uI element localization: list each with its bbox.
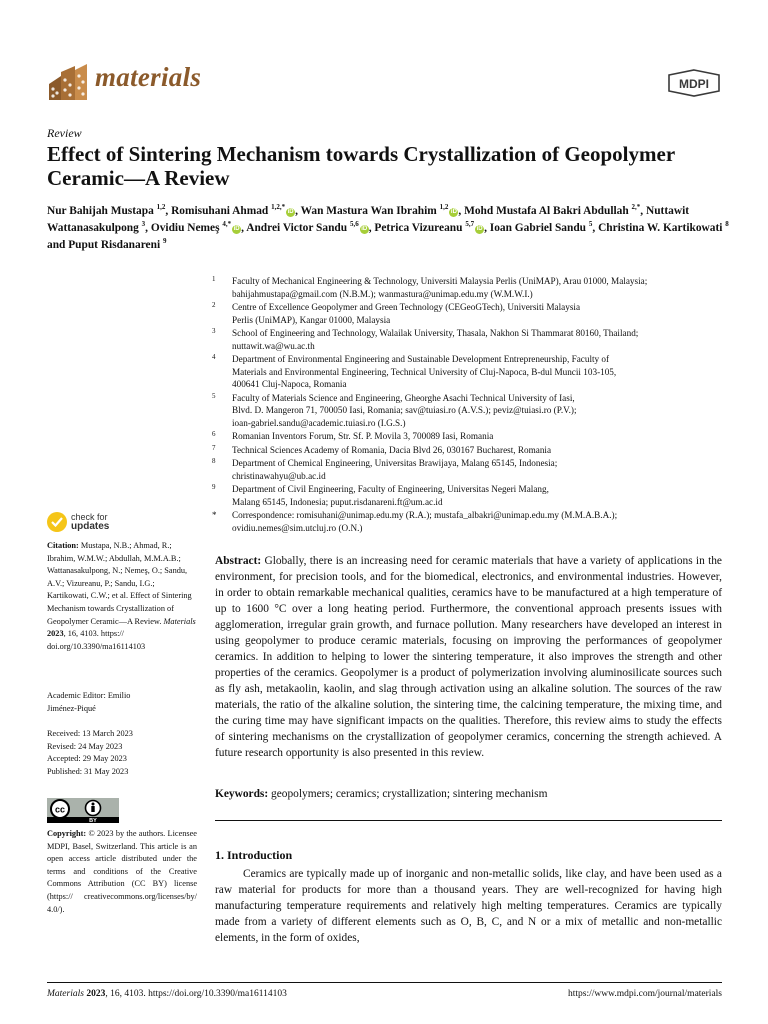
footer-journal: Materials (47, 989, 84, 999)
affiliation-item (212, 353, 727, 391)
affiliation-item (212, 457, 727, 482)
citation-block (47, 540, 197, 653)
author-name[interactable]: Petrica Vizureanu (374, 222, 463, 234)
affiliation-line: christinawahyu@ub.ac.id (232, 470, 326, 481)
affiliation-line: Malang 65145, Indonesia; puput.risdanareni.ft@um.ac.id (232, 496, 443, 507)
journal-logo-icon (47, 62, 89, 102)
date-list (47, 728, 197, 778)
affiliation-line: ovidiu.nemes@sim.utcluj.ro (O.N.) (232, 522, 363, 533)
orcid-icon[interactable]: iD (287, 209, 294, 215)
affiliation-line: Centre of Excellence Geopolymer and Green Technology (CEGeoGTech), Universiti Malaysia (232, 302, 581, 312)
affiliation-line: 400641 Cluj-Napoca, Romania (232, 379, 347, 389)
check-updates-line2: updates (71, 521, 110, 532)
affiliation-line: Blvd. D. Mangeron 71, 700050 Iasi, Romania; sav@tuiasi.ro (A.V.S.); peviz@tuiasi.ro (P.V.); (232, 405, 577, 415)
affiliation-number: 2 (212, 301, 216, 309)
mdpi-logo-text: MDPI (679, 77, 709, 91)
author-affiliation-sup: 1,2,* (271, 203, 286, 212)
keywords-text: geopolymers; ceramics; crystallization; sintering mechanism (271, 788, 548, 800)
section-heading-introduction: 1. Introduction (215, 848, 293, 862)
author-list: Nur Bahijah Mustapa $^{1,2}$, Romisuhani Ahmad $^{1,2,*}$iD , Wan Mastura Wan Ibrahim $^{1,2}$iD , Mohd Mustafa Al Bakri Abdullah $^{2,*}$, Nuttawit Wattanasakulpong $^3$, Ovidiu Nemeş $^{4,*}$iD , Andrei Victor Sandu $^{5,6}$iD , Petrica Vizureanu $^{5,7}$iD , Ioan Gabriel Sandu $^5$, Christina W. Kartikowati $^8$ and Puput Risdanareni $^9$ (47, 203, 729, 251)
affiliation-line: ioan-gabriel.sandu@academic.tuiasi.ro (I.G.S.) (232, 417, 406, 428)
footer-divider (47, 982, 722, 983)
author-affiliation-sup: 1,2 (156, 203, 166, 212)
author-affiliation-sup: 2,* (631, 203, 641, 212)
copyright-block (47, 828, 197, 916)
citation-year: 2023 (47, 629, 64, 639)
footer-citation (47, 989, 287, 999)
author-name[interactable]: Ioan Gabriel Sandu (489, 222, 586, 234)
affiliation-number: 9 (212, 483, 216, 491)
citation-label: Citation: (47, 541, 79, 550)
check-for-updates-button[interactable] (47, 512, 127, 534)
author-name[interactable]: Puput Risdanareni (68, 239, 161, 251)
affiliation-item (212, 327, 727, 352)
footer-details[interactable]: , 16, 4103. https://doi.org/10.3390/ma16114103 (105, 989, 287, 999)
affiliation-number: 7 (212, 443, 216, 452)
author-name[interactable]: Nuttawit Wattanasakulpong (47, 205, 690, 234)
date-item: Received: 13 March 2023 (47, 729, 133, 738)
affiliation-number: 6 (212, 430, 216, 438)
date-item: Published: 31 May 2023 (47, 766, 129, 776)
abstract-label: Abstract: (215, 555, 262, 567)
affiliation-number: 3 (212, 327, 216, 335)
author-name[interactable]: Ovidiu Nemeş (150, 222, 220, 234)
journal-name: materials (95, 62, 202, 92)
affiliation-list (212, 275, 727, 535)
affiliation-item (212, 483, 727, 508)
abstract (215, 553, 722, 761)
affiliation-line: Materials and Environmental Engineering, Technical University of Cluj-Napoca, B-dul Muncii 103-105, (232, 366, 617, 377)
section-divider (215, 820, 722, 821)
affiliation-line: Faculty of Materials Science and Engineering, Gheorghe Asachi Technical University of Iasi, (232, 392, 575, 403)
affiliation-line: Department of Civil Engineering, Faculty of Engineering, Universitas Negeri Malang, (232, 484, 549, 494)
affiliation-item (212, 444, 727, 457)
citation-details: , 16, 4103. https:// (63, 629, 124, 639)
author-affiliation-sup: 1,2 (439, 203, 449, 212)
affiliation-line: Department of Chemical Engineering, Universitas Brawijaya, Malang 65145, Indonesia; (232, 458, 558, 468)
affiliation-item (212, 392, 727, 430)
cc-badge-cc: cc (54, 804, 66, 815)
author-affiliation-sup: 5 (588, 220, 593, 229)
editor-label: Academic Editor: Emilio (47, 691, 131, 700)
footer-year: 2023 (86, 989, 106, 999)
introduction-paragraph: Ceramics are typically made up of inorganic and non-metallic solids, like clay, and have been used as a raw material for products for more than a thousand years. They are well-recognized for having high manufacturing temperature requirements and relatively high melting temperatures. Ceramics are typically made from a variety of different elements such as O, B, C, and N or a mix of metallic and non-metallic elements, in the form of oxides, (215, 868, 722, 944)
affiliation-item (212, 509, 727, 534)
author-name[interactable]: Mohd Mustafa Al Bakri Abdullah (464, 205, 629, 217)
copyright-text: © 2023 by the authors. Licensee MDPI, Basel, Switzerland. This article is an open access article distributed under the terms and conditions of the Creative Commons Attribution (CC BY) license (https:// creativecommons.org/licenses/by/ 4.0/). (47, 829, 197, 914)
affiliation-line: Faculty of Mechanical Engineering & Technology, Universiti Malaysia Perlis (UniMAP), Arau 01000, Malaysia; (232, 276, 648, 286)
academic-editor (47, 690, 197, 715)
author-name[interactable]: Wan Mastura Wan Ibrahim (300, 205, 437, 217)
affiliation-item (212, 275, 727, 300)
affiliation-number: 5 (212, 391, 216, 400)
check-icon (47, 512, 67, 532)
author-affiliation-sup: 3 (141, 220, 146, 229)
author-name[interactable]: Romisuhani Ahmad (171, 205, 269, 217)
affiliation-number: * (212, 510, 217, 520)
affiliation-line: Perlis (UniMAP), Kangar 01000, Malaysia (232, 314, 391, 325)
affiliation-line: bahijahmustapa@gmail.com (N.B.M.); wanmastura@unimap.edu.my (W.M.W.I.) (232, 288, 533, 299)
author-name[interactable]: Nur Bahijah Mustapa (47, 205, 154, 217)
cc-by-license-icon[interactable] (47, 798, 119, 823)
keywords (215, 788, 722, 800)
abstract-text: Globally, there is an increasing need for ceramic materials that have a variety of applications in the environment, for precision tools, and for the biomedical, electronics, and environmental industries. However, in order to obtain remarkable mechanical qualities, ceramics have to be manufactured at a high temperature of up to 1600 °C over a long heating period. Furthermore, the conventional approach presents issues with agglomeration, irregular grain growth, and furnace pollution. Many researchers have developed an interest in using geopolymer to produce ceramic materials, focusing on improving the performances of geopolymer ceramics. In addition to helping to lower the sintering temperature, it also improves the strength and other properties of the ceramics. Geopolymer is a product of polymerization involving aluminosilicate sources such as fly ash, metakaolin, kaolin, and slag through activation using an alkaline solution. The sources of the raw materials, the ratio of the alkaline solution, the sintering time, the calcining temperature, the mixing time, and the curing time may have significant impacts on the qualities. Therefore, this review aims to study the effects of sintering mechanisms on the crystallization of geopolymer ceramics, concerning the strength achieved. A future research opportunity is also presented in this review. (215, 555, 722, 759)
author-affiliation-sup: 5,6 (349, 220, 359, 229)
affiliation-number: 1 (212, 275, 216, 283)
author-name[interactable]: Andrei Victor Sandu (246, 222, 348, 234)
mdpi-logo-icon (666, 69, 722, 97)
article-title: Effect of Sintering Mechanism towards Crystallization of Geopolymer Ceramic—A Review (47, 142, 675, 190)
orcid-icon[interactable]: iD (450, 209, 457, 215)
date-item: Revised: 24 May 2023 (47, 741, 123, 751)
editor-name: Jiménez-Piqué (47, 703, 96, 713)
orcid-icon[interactable]: iD (361, 226, 368, 232)
keywords-label: Keywords: (215, 788, 269, 800)
affiliation-line: Department of Environmental Engineering and Sustainable Development Entrepreneurship, Faculty of (232, 354, 610, 364)
citation-text: Mustapa, N.B.; Ahmad, R.; Ibrahim, W.M.W.; Abdullah, M.M.A.B.; Wattanasakulpong, N.; Nemeş, O.; Sandu, A.V.; Vizureanu, P.; Sandu, I.G.; Kartikowati, C.W.; et al. Effect of Sintering Mechanism towards Crystallization of Geopolymer Ceramic—A Review. (47, 541, 192, 626)
author-affiliation-sup: 8 (725, 220, 729, 229)
orcid-icon[interactable]: iD (476, 226, 483, 232)
affiliation-line: School of Engineering and Technology, Walailak University, Thasala, Nakhon Si Thammarat 80160, Thailand; (232, 328, 639, 338)
article-type: Review (47, 126, 82, 140)
author-affiliation-sup: 9 (162, 237, 167, 246)
affiliation-number: 4 (212, 353, 216, 361)
affiliation-line: Technical Sciences Academy of Romania, Dacia Blvd 26, 030167 Bucharest, Romania (232, 444, 552, 455)
affiliation-line: Correspondence: romisuhani@unimap.edu.my (R.A.); mustafa_albakri@unimap.edu.my (M.M.A.B.A.); (232, 510, 618, 520)
copyright-label: Copyright: (47, 829, 87, 838)
date-item: Accepted: 29 May 2023 (47, 754, 127, 764)
affiliation-item (212, 430, 727, 443)
cc-badge-by: BY (89, 818, 97, 823)
orcid-icon[interactable]: iD (233, 226, 240, 232)
affiliation-number: 8 (212, 457, 216, 465)
citation-journal: Materials (163, 616, 196, 626)
author-affiliation-sup: 4,* (222, 220, 232, 229)
citation-doi-link[interactable]: doi.org/10.3390/ma16114103 (47, 641, 146, 651)
footer-journal-url[interactable]: https://www.mdpi.com/journal/materials (568, 989, 722, 999)
affiliation-line: Romanian Inventors Forum, Str. Sf. P. Movila 3, 700089 Iasi, Romania (232, 431, 494, 441)
author-name[interactable]: Christina W. Kartikowati (598, 222, 723, 234)
author-affiliation-sup: 5,7 (465, 220, 475, 229)
affiliation-item (212, 301, 727, 326)
check-updates-line1: check for (71, 512, 108, 522)
affiliation-line: nuttawit.wa@wu.ac.th (232, 340, 315, 351)
